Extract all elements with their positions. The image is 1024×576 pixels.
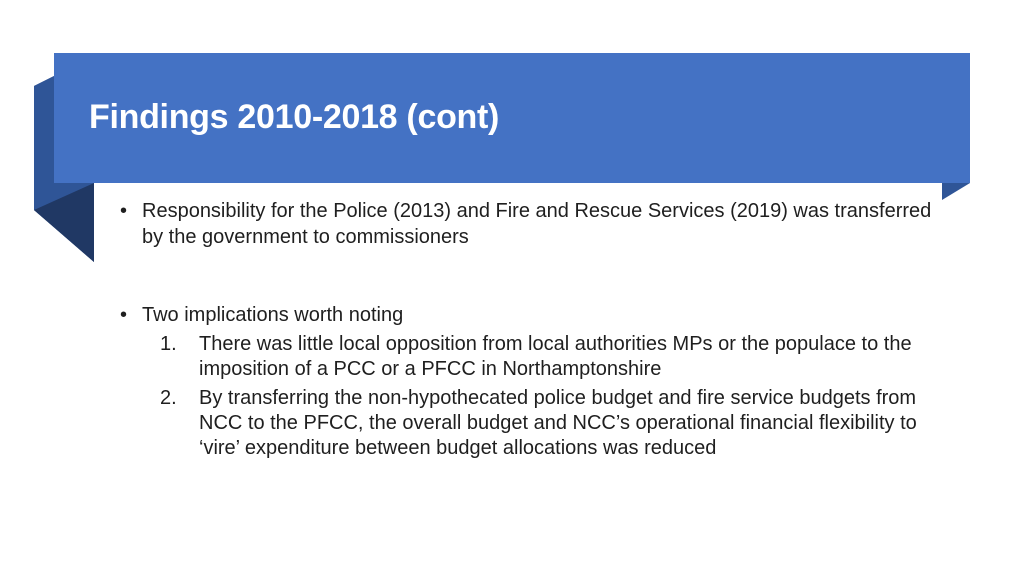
- ribbon-right-fold: [942, 183, 970, 200]
- numbered-list: [120, 332, 940, 461]
- bullet-dot: •: [120, 200, 128, 222]
- bullet-dot: •: [120, 304, 128, 326]
- bullet-item: [120, 198, 940, 250]
- list-number: 1.: [160, 333, 177, 355]
- bullet-text: Two implications worth noting: [142, 304, 404, 326]
- list-item-text: There was little local opposition from local authorities MPs or the populace to the imposition of a PCC or a PFCC in Northamptonshire: [199, 333, 912, 380]
- list-number: 2.: [160, 387, 177, 409]
- bullet-item: [120, 302, 940, 461]
- numbered-list-item: [120, 332, 940, 382]
- bullet-text: Responsibility for the Police (2013) and Fire and Rescue Services (2019) was transferred by the government to commissioners: [142, 200, 932, 248]
- slide-title: Findings 2010-2018 (cont): [89, 98, 500, 136]
- list-item-text: By transferring the non-hypothecated police budget and fire service budgets from NCC to the PFCC, the overall budget and NCC’s operational financial flexibility to ‘vire’ expenditure between budget allocations was reduced: [199, 387, 917, 459]
- numbered-list-item: [120, 386, 940, 461]
- slide-content: [120, 198, 940, 465]
